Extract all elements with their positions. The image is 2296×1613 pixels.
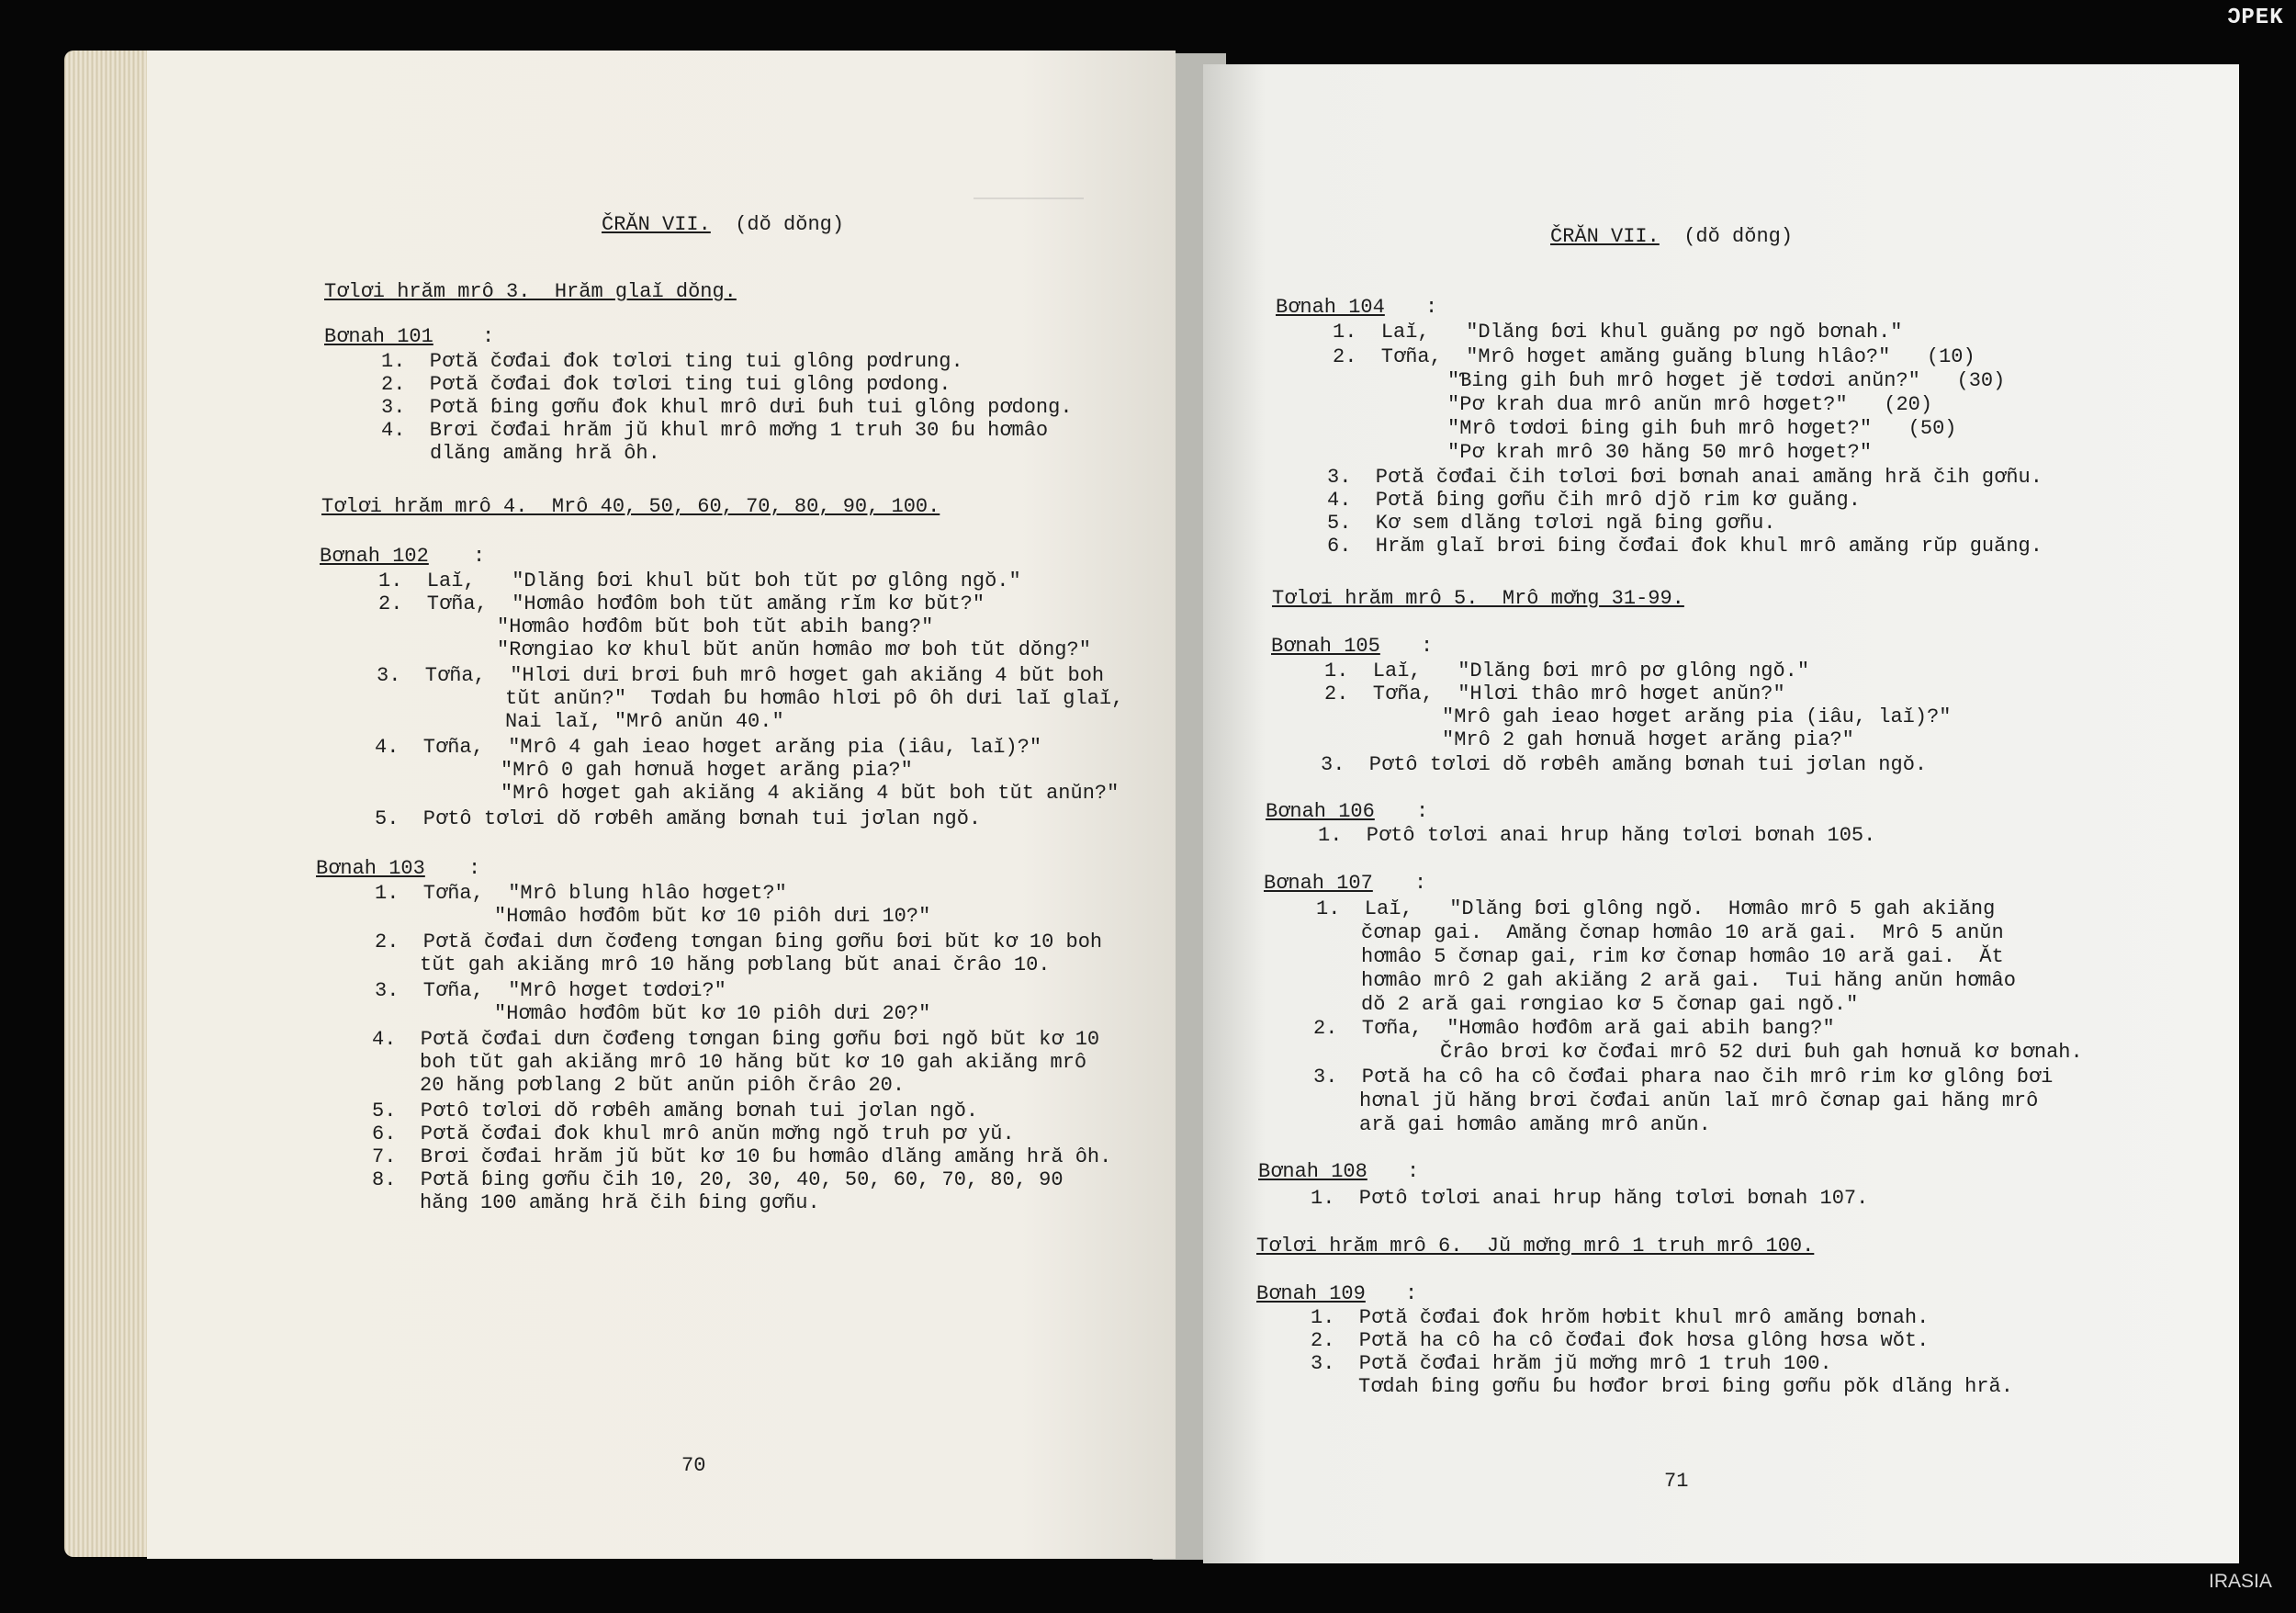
right-page: ČRĂN VII. (dŏ dŏng) Bơnah 104 : 1. Laĭ, "Dlăng ɓơi khul guăng pơ ngŏ bơnah." 2. Tơña, "Mrô hơget amăng guăng blung hlâo?" (10) "Ɓing gih ɓuh mrô hơget jĕ tơdơi anŭn?" (30) "Pơ krah dua mrô anŭn mrô hơget?" (20) "Mrô tơdơi ɓing gih ɓuh mrô hơget?" (50) "Pơ krah mrô 30 hăng 50 mrô hơget?" 3. Pơtă čơđai čih tơlơi ɓơi bơnah anai amăng hră čih gơñu. 4. Pơtă ɓing gơñu čih mrô djŏ rim kơ guăng. 5. Kơ sem dlăng tơlơi ngă ɓing gơñu. 6. Hrăm glaĭ brơi ɓing čơđai đok khul mrô amăng rŭp guăng. Tơlơi hrăm mrô 5. Mrô mơ̆ng 31-99. Bơnah 105 : 1. Laĭ, "Dlăng ɓơi mrô pơ glông ngŏ." 2. Tơña, "Hlơi thâo mrô hơget anŭn?" "Mrô gah ieao hơget arăng pia (iâu, laĭ)?" "Mrô 2 gah hơnuă hơget arăng pia?" 3. Pơtô tơlơi dŏ rơbêh amăng bơnah tui jơlan ngŏ. Bơnah 106 : 1. Pơtô tơlơi anai hrup hăng tơlơi bơnah 105. Bơnah 107 : 1. Laĭ, "Dlăng ɓơi glông ngŏ. Hơmâo mrô 5 gah akiăng čơnap gai. Amăng čơnap hơmâo 10 ară gai. Mrô 5 anŭn hơmâo 5 čơnap gai, rim kơ čơnap hơmâo 10 ară gai. Ăt hơmâo mrô 2 gah akiăng 2 ară gai. Tui hăng anŭn hơmâo dŏ 2 ară gai rơngiao kơ 5 čơnap gai ngŏ." 2. Tơña, "Hơmâo hơđôm ară gai abih bang?" Črâo brơi kơ čơđai mrô 52 dưi ɓuh gah hơnuă kơ bơnah. 3. Pơtă ha cô ha cô čơđai phara nao čih mrô rim kơ glông ɓơi hơnal jŭ hăng brơi čơđai anŭn laĭ mrô čơnap gai hăng mrô ară gai hơmâo amăng mrô anŭn. Bơnah 108 : 1. Pơtô tơlơi anai hrup hăng tơlơi bơnah 107. Tơlơi hrăm mrô 6. Jŭ mơ̆ng mrô 1 truh mrô 100. Bơnah 109 : 1. Pơtă čơđai đok hrŏm hơbit khul mrô amăng bơnah. 2. Pơtă ha cô ha cô čơđai đok hơsa glông hơsa wŏt. 3. Pơtă čơđai hrăm jŭ mơ̆ng mrô 1 truh 100. Tơdah ɓing gơñu ɓu hơđor brơi ɓing gơñu pŏk dlăng hră. 71 bbox=[1203, 64, 2239, 1563]
list-item: čơnap gai. Amăng čơnap hơmâo 10 ară gai. Mrô 5 anŭn bbox=[1361, 921, 2004, 944]
list-item: "Mrô 0 gah hơnuă hơget arăng pia?" bbox=[501, 759, 913, 782]
list-item: "Mrô tơdơi ɓing gih ɓuh mrô hơget?" (50) bbox=[1447, 417, 1957, 440]
bonah-109-heading: Bơnah 109 bbox=[1256, 1282, 1366, 1305]
page-number-70: 70 bbox=[681, 1454, 706, 1477]
list-item: Črâo brơi kơ čơđai mrô 52 dưi ɓuh gah hơnuă kơ bơnah. bbox=[1440, 1041, 2083, 1064]
left-page: ČRĂN VII. (dŏ dŏng) Tơlơi hrăm mrô 3. Hrăm glaĭ dŏng. Bơnah 101 : 1. Pơtă čơđai đok tơlơi ting tui glông pơdrung. 2. Pơtă čơđai đok tơlơi ting tui glông pơdong. 3. Pơtă ɓing gơñu đok khul mrô dưi ɓuh tui glông pơdong. 4. Brơi čơđai hrăm jŭ khul mrô mơ̆ng 1 truh 30 ɓu hơmâo dlăng amăng hră ôh. Tơlơi hrăm mrô 4. Mrô 40, 50, 60, 70, 80, 90, 100. Bơnah 102 : 1. Laĭ, "Dlăng ɓơi khul bŭt boh tŭt pơ glông ngŏ." 2. Tơña, "Hơmâo hơđôm boh tŭt amăng rĭm kơ bŭt?" "Hơmâo hơđôm bŭt boh tŭt abih bang?" "Rơngiao kơ khul bŭt anŭn hơmâo mơ boh tŭt dŏng?" 3. Tơña, "Hlơi dưi brơi ɓuh mrô hơget gah akiăng 4 bŭt boh tŭt anŭn?" Tơdah ɓu hơmâo hlơi pô ôh dưi laĭ glaĭ, Nai laĭ, "Mrô anŭn 40." 4. Tơña, "Mrô 4 gah ieao hơget arăng pia (iâu, laĭ)?" "Mrô 0 gah hơnuă hơget arăng pia?" "Mrô hơget gah akiăng 4 akiăng 4 bŭt boh tŭt anŭn?" 5. Pơtô tơlơi dŏ rơbêh amăng bơnah tui jơlan ngŏ. Bơnah 103 : 1. Tơña, "Mrô blung hlâo hơget?" "Hơmâo hơđôm bŭt kơ 10 piôh dưi 10?" 2. Pơtă čơđai dưn čơđeng tơngan ɓing gơñu ɓơi bŭt kơ 10 boh tŭt gah akiăng mrô 10 hăng pơblang bŭt anai črâo 10. 3. Tơña, "Mrô hơget tơdơi?" "Hơmâo hơđôm bŭt kơ 10 piôh dưi 20?" 4. Pơtă čơđai dưn čơđeng tơngan ɓing gơñu ɓơi ngŏ bŭt kơ 10 boh tŭt gah akiăng mrô 10 hăng bŭt kơ 10 gah akiăng mrô 20 hăng pơblang 2 bŭt anŭn piôh črâo 20. 5. Pơtô tơlơi dŏ rơbêh amăng bơnah tui jơlan ngŏ. 6. Pơtă čơđai đok khul mrô anŭn mơ̆ng ngŏ truh pơ yŭ. 7. Brơi čơđai hrăm jŭ bŭt kơ 10 ɓu hơmâo dlăng amăng hră ôh. 8. Pơtă ɓing gơñu čih 10, 20, 30, 40, 50, 60, 70, 80, 90 hăng 100 amăng hră čih ɓing gơñu. 70 bbox=[147, 51, 1176, 1559]
list-item: "Mrô hơget gah akiăng 4 akiăng 4 bŭt boh tŭt anŭn?" bbox=[501, 782, 1120, 805]
list-item: 3. Tơña, "Hlơi dưi brơi ɓuh mrô hơget gah akiăng 4 bŭt boh bbox=[377, 664, 1105, 687]
list-item: 8. Pơtă ɓing gơñu čih 10, 20, 30, 40, 50, 60, 70, 80, 90 bbox=[372, 1168, 1064, 1191]
list-item: 5. Pơtô tơlơi dŏ rơbêh amăng bơnah tui jơlan ngŏ. bbox=[375, 807, 982, 830]
list-item: hơmâo mrô 2 gah akiăng 2 ară gai. Tui hăng anŭn hơmâo bbox=[1361, 969, 2016, 992]
list-item: "Mrô gah ieao hơget arăng pia (iâu, laĭ)?" bbox=[1442, 705, 1952, 728]
list-item: 7. Brơi čơđai hrăm jŭ bŭt kơ 10 ɓu hơmâo dlăng amăng hră ôh. bbox=[372, 1145, 1112, 1168]
list-item: 6. Pơtă čơđai đok khul mrô anŭn mơ̆ng ngŏ truh pơ yŭ. bbox=[372, 1122, 1015, 1145]
list-item: 4. Pơtă čơđai dưn čơđeng tơngan ɓing gơñu ɓơi ngŏ bŭt kơ 10 bbox=[372, 1028, 1100, 1051]
list-item: 1. Pơtô tơlơi anai hrup hăng tơlơi bơnah 107. bbox=[1311, 1187, 1869, 1210]
list-item: hơmâo 5 čơnap gai, rim kơ čơnap hơmâo 10 ară gai. Ăt bbox=[1361, 945, 2004, 968]
list-item: "Mrô 2 gah hơnuă hơget arăng pia?" bbox=[1442, 728, 1854, 751]
list-item: 2. Pơtă čơđai dưn čơđeng tơngan ɓing gơñu ɓơi bŭt kơ 10 boh bbox=[375, 931, 1103, 953]
list-item: 2. Tơña, "Mrô hơget amăng guăng blung hlâo?" (10) bbox=[1333, 345, 1975, 368]
bonah-103-heading: Bơnah 103 bbox=[316, 857, 425, 880]
list-item: 3. Tơña, "Mrô hơget tơdơi?" bbox=[375, 979, 726, 1002]
list-item: 3. Pơtă čơđai hrăm jŭ mơ̆ng mrô 1 truh 100. bbox=[1311, 1352, 1832, 1375]
list-item: "Pơ krah dua mrô anŭn mrô hơget?" (20) bbox=[1447, 393, 1933, 416]
bonah-106-heading: Bơnah 106 bbox=[1266, 800, 1375, 823]
list-item: 5. Kơ sem dlăng tơlơi ngă ɓing gơñu. bbox=[1327, 512, 1776, 535]
list-item: Nai laĭ, "Mrô anŭn 40." bbox=[505, 710, 784, 733]
list-item: 4. Brơi čơđai hrăm jŭ khul mrô mơ̆ng 1 truh 30 ɓu hơmâo bbox=[381, 419, 1049, 442]
list-item: 5. Pơtô tơlơi dŏ rơbêh amăng bơnah tui jơlan ngŏ. bbox=[372, 1100, 979, 1122]
corner-code: ƆPEK bbox=[2227, 6, 2284, 30]
bonah-105-heading: Bơnah 105 bbox=[1271, 635, 1380, 658]
list-item: "Pơ krah mrô 30 hăng 50 mrô hơget?" bbox=[1447, 441, 1873, 464]
section-5-title: Tơlơi hrăm mrô 5. Mrô mơ̆ng 31-99. bbox=[1272, 587, 1684, 610]
list-item: 2. Tơña, "Hlơi thâo mrô hơget anŭn?" bbox=[1324, 682, 1785, 705]
list-item: "Hơmâo hơđôm bŭt kơ 10 piôh dưi 20?" bbox=[494, 1002, 931, 1025]
list-item: dŏ 2 ară gai rơngiao kơ 5 čơnap gai ngŏ." bbox=[1361, 993, 1859, 1016]
section-6-title: Tơlơi hrăm mrô 6. Jŭ mơ̆ng mrô 1 truh mrô 100. bbox=[1256, 1235, 1815, 1258]
bonah-107-heading: Bơnah 107 bbox=[1264, 872, 1373, 895]
chapter-heading: ČRĂN VII. (dŏ dŏng) bbox=[602, 213, 845, 236]
list-item: 2. Pơtă ha cô ha cô čơđai đok hơsa glông hơsa wŏt. bbox=[1311, 1329, 1930, 1352]
bonah-108-heading: Bơnah 108 bbox=[1258, 1160, 1367, 1183]
list-item: 1. Laĭ, "Dlăng ɓơi khul guăng pơ ngŏ bơnah." bbox=[1333, 321, 1903, 344]
bonah-101-heading: Bơnah 101 bbox=[324, 325, 433, 348]
list-item: "Ɓing gih ɓuh mrô hơget jĕ tơdơi anŭn?" (30) bbox=[1447, 369, 2006, 392]
list-item: 3. Pơtă čơđai čih tơlơi ɓơi bơnah anai amăng hră čih gơñu. bbox=[1327, 466, 2043, 489]
chapter-heading: ČRĂN VII. (dŏ dŏng) bbox=[1550, 225, 1794, 248]
list-item: hơnal jŭ hăng brơi čơđai anŭn laĭ mrô čơnap gai hăng mrô bbox=[1359, 1089, 2039, 1112]
list-item: 1. Tơña, "Mrô blung hlâo hơget?" bbox=[375, 882, 787, 905]
list-item: 2. Tơña, "Hơmâo hơđôm boh tŭt amăng rĭm kơ bŭt?" bbox=[378, 592, 985, 615]
list-item: ară gai hơmâo amăng mrô anŭn. bbox=[1359, 1113, 1711, 1136]
list-item: "Hơmâo hơđôm bŭt kơ 10 piôh dưi 10?" bbox=[494, 905, 931, 928]
list-item: 1. Pơtô tơlơi anai hrup hăng tơlơi bơnah 105. bbox=[1318, 824, 1876, 847]
list-item: 1. Pơtă čơđai đok hrŏm hơbit khul mrô amăng bơnah. bbox=[1311, 1306, 1930, 1329]
show-through bbox=[974, 197, 1084, 254]
list-item: "Rơngiao kơ khul bŭt anŭn hơmâo mơ boh tŭt dŏng?" bbox=[497, 638, 1091, 661]
list-item: 1. Laĭ, "Dlăng ɓơi khul bŭt boh tŭt pơ glông ngŏ." bbox=[378, 570, 1021, 592]
list-item: 3. Pơtô tơlơi dŏ rơbêh amăng bơnah tui jơlan ngŏ. bbox=[1321, 753, 1928, 776]
page-edges bbox=[64, 51, 152, 1557]
list-item: dlăng amăng hră ôh. bbox=[430, 442, 660, 465]
page-number-71: 71 bbox=[1664, 1470, 1689, 1493]
list-item: 6. Hrăm glaĭ brơi ɓing čơđai đok khul mrô amăng rŭp guăng. bbox=[1327, 535, 2043, 558]
section-3-title: Tơlơi hrăm mrô 3. Hrăm glaĭ dŏng. bbox=[324, 280, 737, 303]
list-item: 3. Pơtă ha cô ha cô čơđai phara nao čih mrô rim kơ glông ɓơi bbox=[1313, 1066, 2054, 1088]
list-item: 2. Pơtă čơđai đok tơlơi ting tui glông pơdong. bbox=[381, 373, 951, 396]
list-item: hăng 100 amăng hră čih ɓing gơñu. bbox=[420, 1191, 820, 1214]
list-item: tŭt gah akiăng mrô 10 hăng pơblang bŭt anai črâo 10. bbox=[420, 953, 1051, 976]
list-item: 4. Pơtă ɓing gơñu čih mrô djŏ rim kơ guăng. bbox=[1327, 489, 1861, 512]
list-item: tŭt anŭn?" Tơdah ɓu hơmâo hlơi pô ôh dưi laĭ glaĭ, bbox=[505, 687, 1124, 710]
list-item: 1. Pơtă čơđai đok tơlơi ting tui glông pơdrung. bbox=[381, 350, 963, 373]
list-item: 4. Tơña, "Mrô 4 gah ieao hơget arăng pia (iâu, laĭ)?" bbox=[375, 736, 1042, 759]
list-item: 20 hăng pơblang 2 bŭt anŭn piôh črâo 20. bbox=[420, 1074, 906, 1097]
list-item: 1. Laĭ, "Dlăng ɓơi glông ngŏ. Hơmâo mrô 5 gah akiăng bbox=[1316, 897, 1996, 920]
bonah-104-heading: Bơnah 104 bbox=[1276, 296, 1385, 319]
list-item: 3. Pơtă ɓing gơñu đok khul mrô dưi ɓuh tui glông pơdong. bbox=[381, 396, 1073, 419]
list-item: 2. Tơña, "Hơmâo hơđôm ară gai abih bang?" bbox=[1313, 1017, 1835, 1040]
bonah-102-heading: Bơnah 102 bbox=[320, 545, 429, 568]
section-4-title: Tơlơi hrăm mrô 4. Mrô 40, 50, 60, 70, 80, 90, 100. bbox=[321, 495, 940, 518]
watermark: IRASIA bbox=[2209, 1571, 2272, 1592]
list-item: 1. Laĭ, "Dlăng ɓơi mrô pơ glông ngŏ." bbox=[1324, 660, 1810, 682]
list-item: Tơdah ɓing gơñu ɓu hơđor brơi ɓing gơñu pŏk dlăng hră. bbox=[1358, 1375, 2013, 1398]
list-item: boh tŭt gah akiăng mrô 10 hăng bŭt kơ 10 gah akiăng mrô bbox=[420, 1051, 1087, 1074]
list-item: "Hơmâo hơđôm bŭt boh tŭt abih bang?" bbox=[497, 615, 934, 638]
